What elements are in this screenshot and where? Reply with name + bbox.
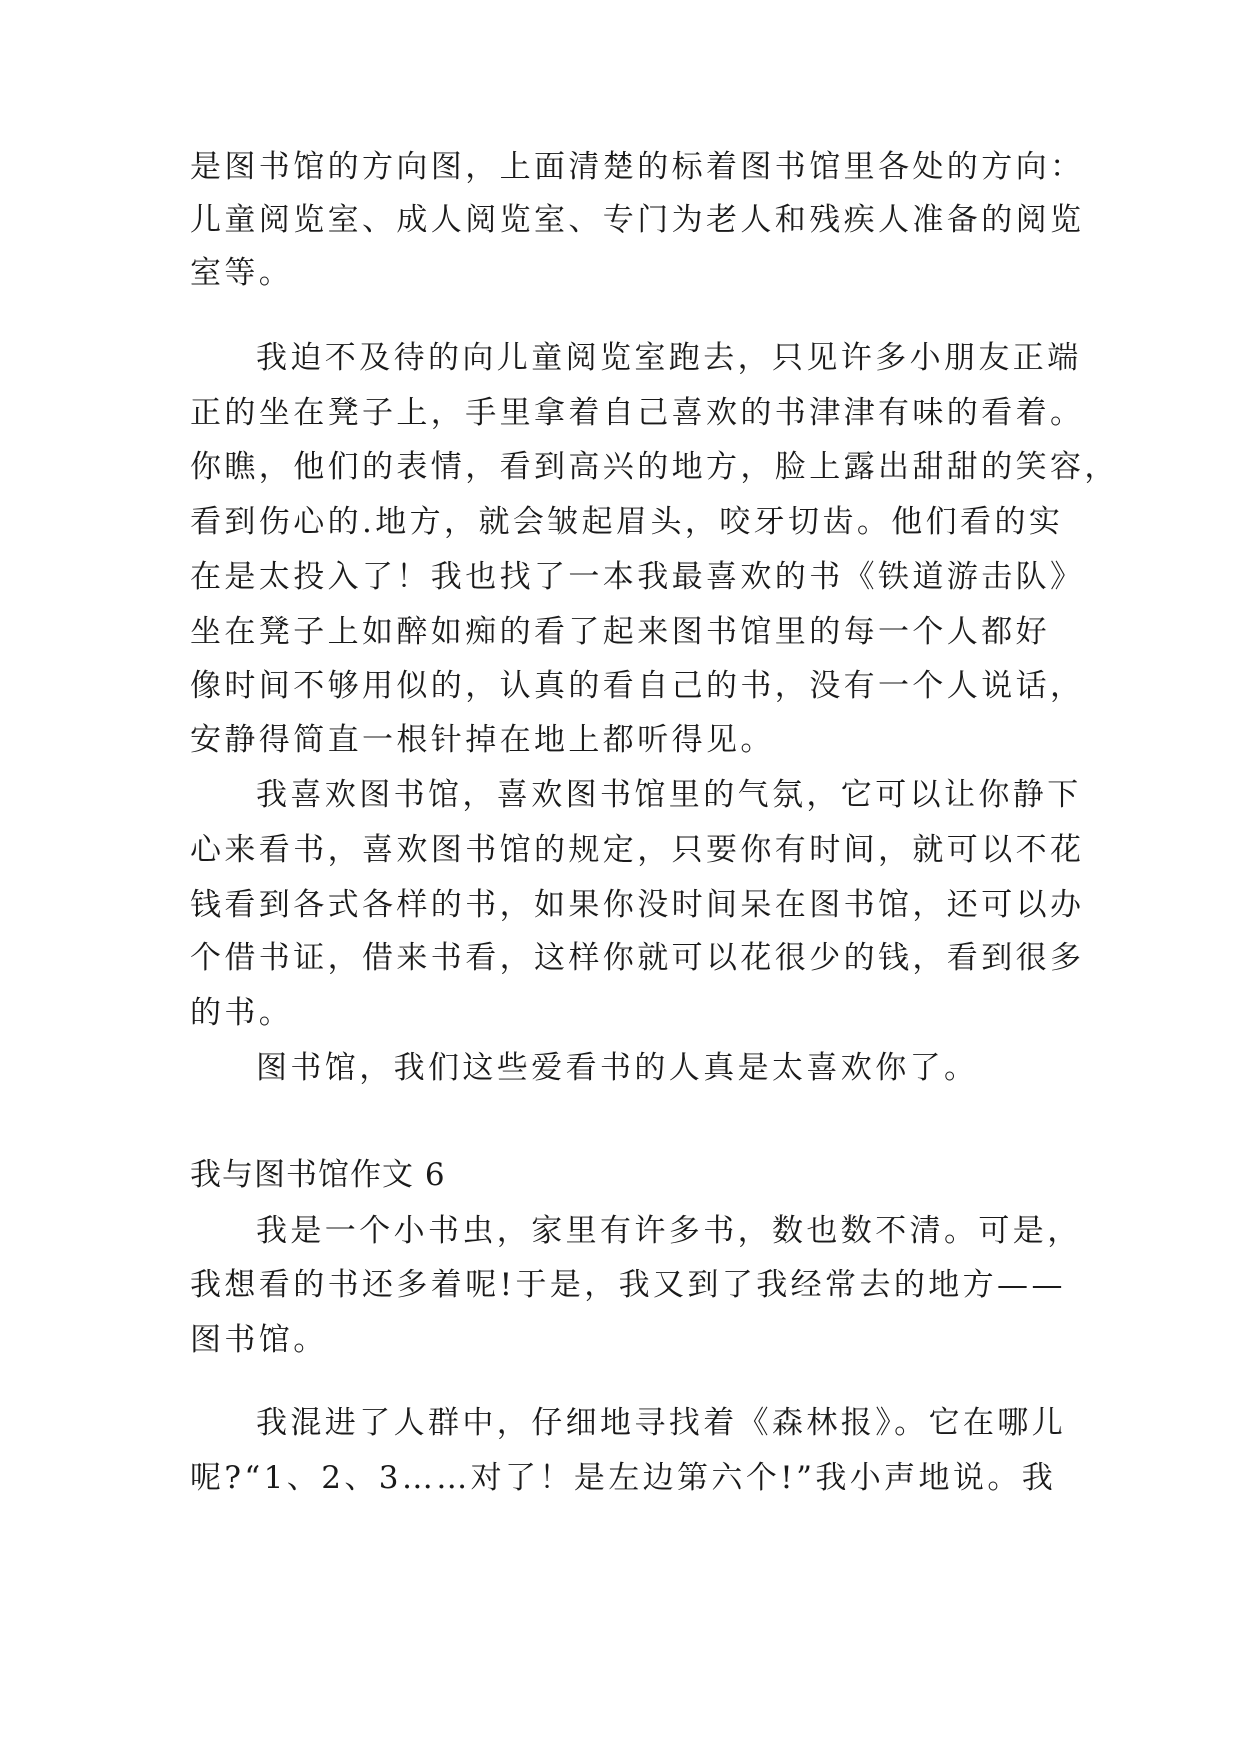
text-line: 看到伤心的.地方，就会皱起眉头，咬牙切齿。他们看的实 <box>190 504 1064 540</box>
text-line: 钱看到各式各样的书，如果你没时间呆在图书馆，还可以办 <box>190 887 1085 923</box>
text-line: 儿童阅览室、成人阅览室、专门为老人和残疾人准备的阅览 <box>190 202 1085 238</box>
text-line: 呢?“1、2、3……对了！是左边第六个!”我小声地说。我 <box>190 1460 1057 1496</box>
text-line: 心来看书，喜欢图书馆的规定，只要你有时间，就可以不花 <box>190 832 1085 868</box>
text-line: 是图书馆的方向图，上面清楚的标着图书馆里各处的方向： <box>190 149 1085 185</box>
text-line: 在是太投入了！我也找了一本我最喜欢的书《铁道游击队》 <box>190 559 1085 595</box>
text-line: 的书。 <box>190 995 294 1031</box>
text-line: 你瞧，他们的表情，看到高兴的地方，脸上露出甜甜的笑容， <box>190 449 1119 485</box>
paragraph-first-line: 我是一个小书虫，家里有许多书，数也数不清。可是， <box>256 1213 1082 1249</box>
text-line: 安静得简直一根针掉在地上都听得见。 <box>190 722 775 758</box>
paragraph-first-line: 图书馆，我们这些爱看书的人真是太喜欢你了。 <box>256 1050 979 1086</box>
paragraph-first-line: 我混进了人群中，仔细地寻找着《森林报》。它在哪儿 <box>256 1405 1067 1441</box>
text-line: 室等。 <box>190 255 294 291</box>
text-line: 像时间不够用似的，认真的看自己的书，没有一个人说话， <box>190 668 1085 704</box>
section-heading: 我与图书馆作文 6 <box>190 1157 446 1193</box>
text-line: 个借书证，借来书看，这样你就可以花很少的钱，看到很多 <box>190 940 1085 976</box>
text-line: 我想看的书还多着呢!于是，我又到了我经常去的地方—— <box>190 1267 1066 1303</box>
paragraph-first-line: 我喜欢图书馆，喜欢图书馆里的气氛，它可以让你静下 <box>256 777 1082 813</box>
text-line: 坐在凳子上如醉如痴的看了起来图书馆里的每一个人都好 <box>190 614 1050 650</box>
paragraph-first-line: 我迫不及待的向儿童阅览室跑去，只见许多小朋友正端 <box>256 340 1082 376</box>
text-line: 正的坐在凳子上，手里拿着自己喜欢的书津津有味的看着。 <box>190 395 1085 431</box>
text-line: 图书馆。 <box>190 1322 328 1358</box>
